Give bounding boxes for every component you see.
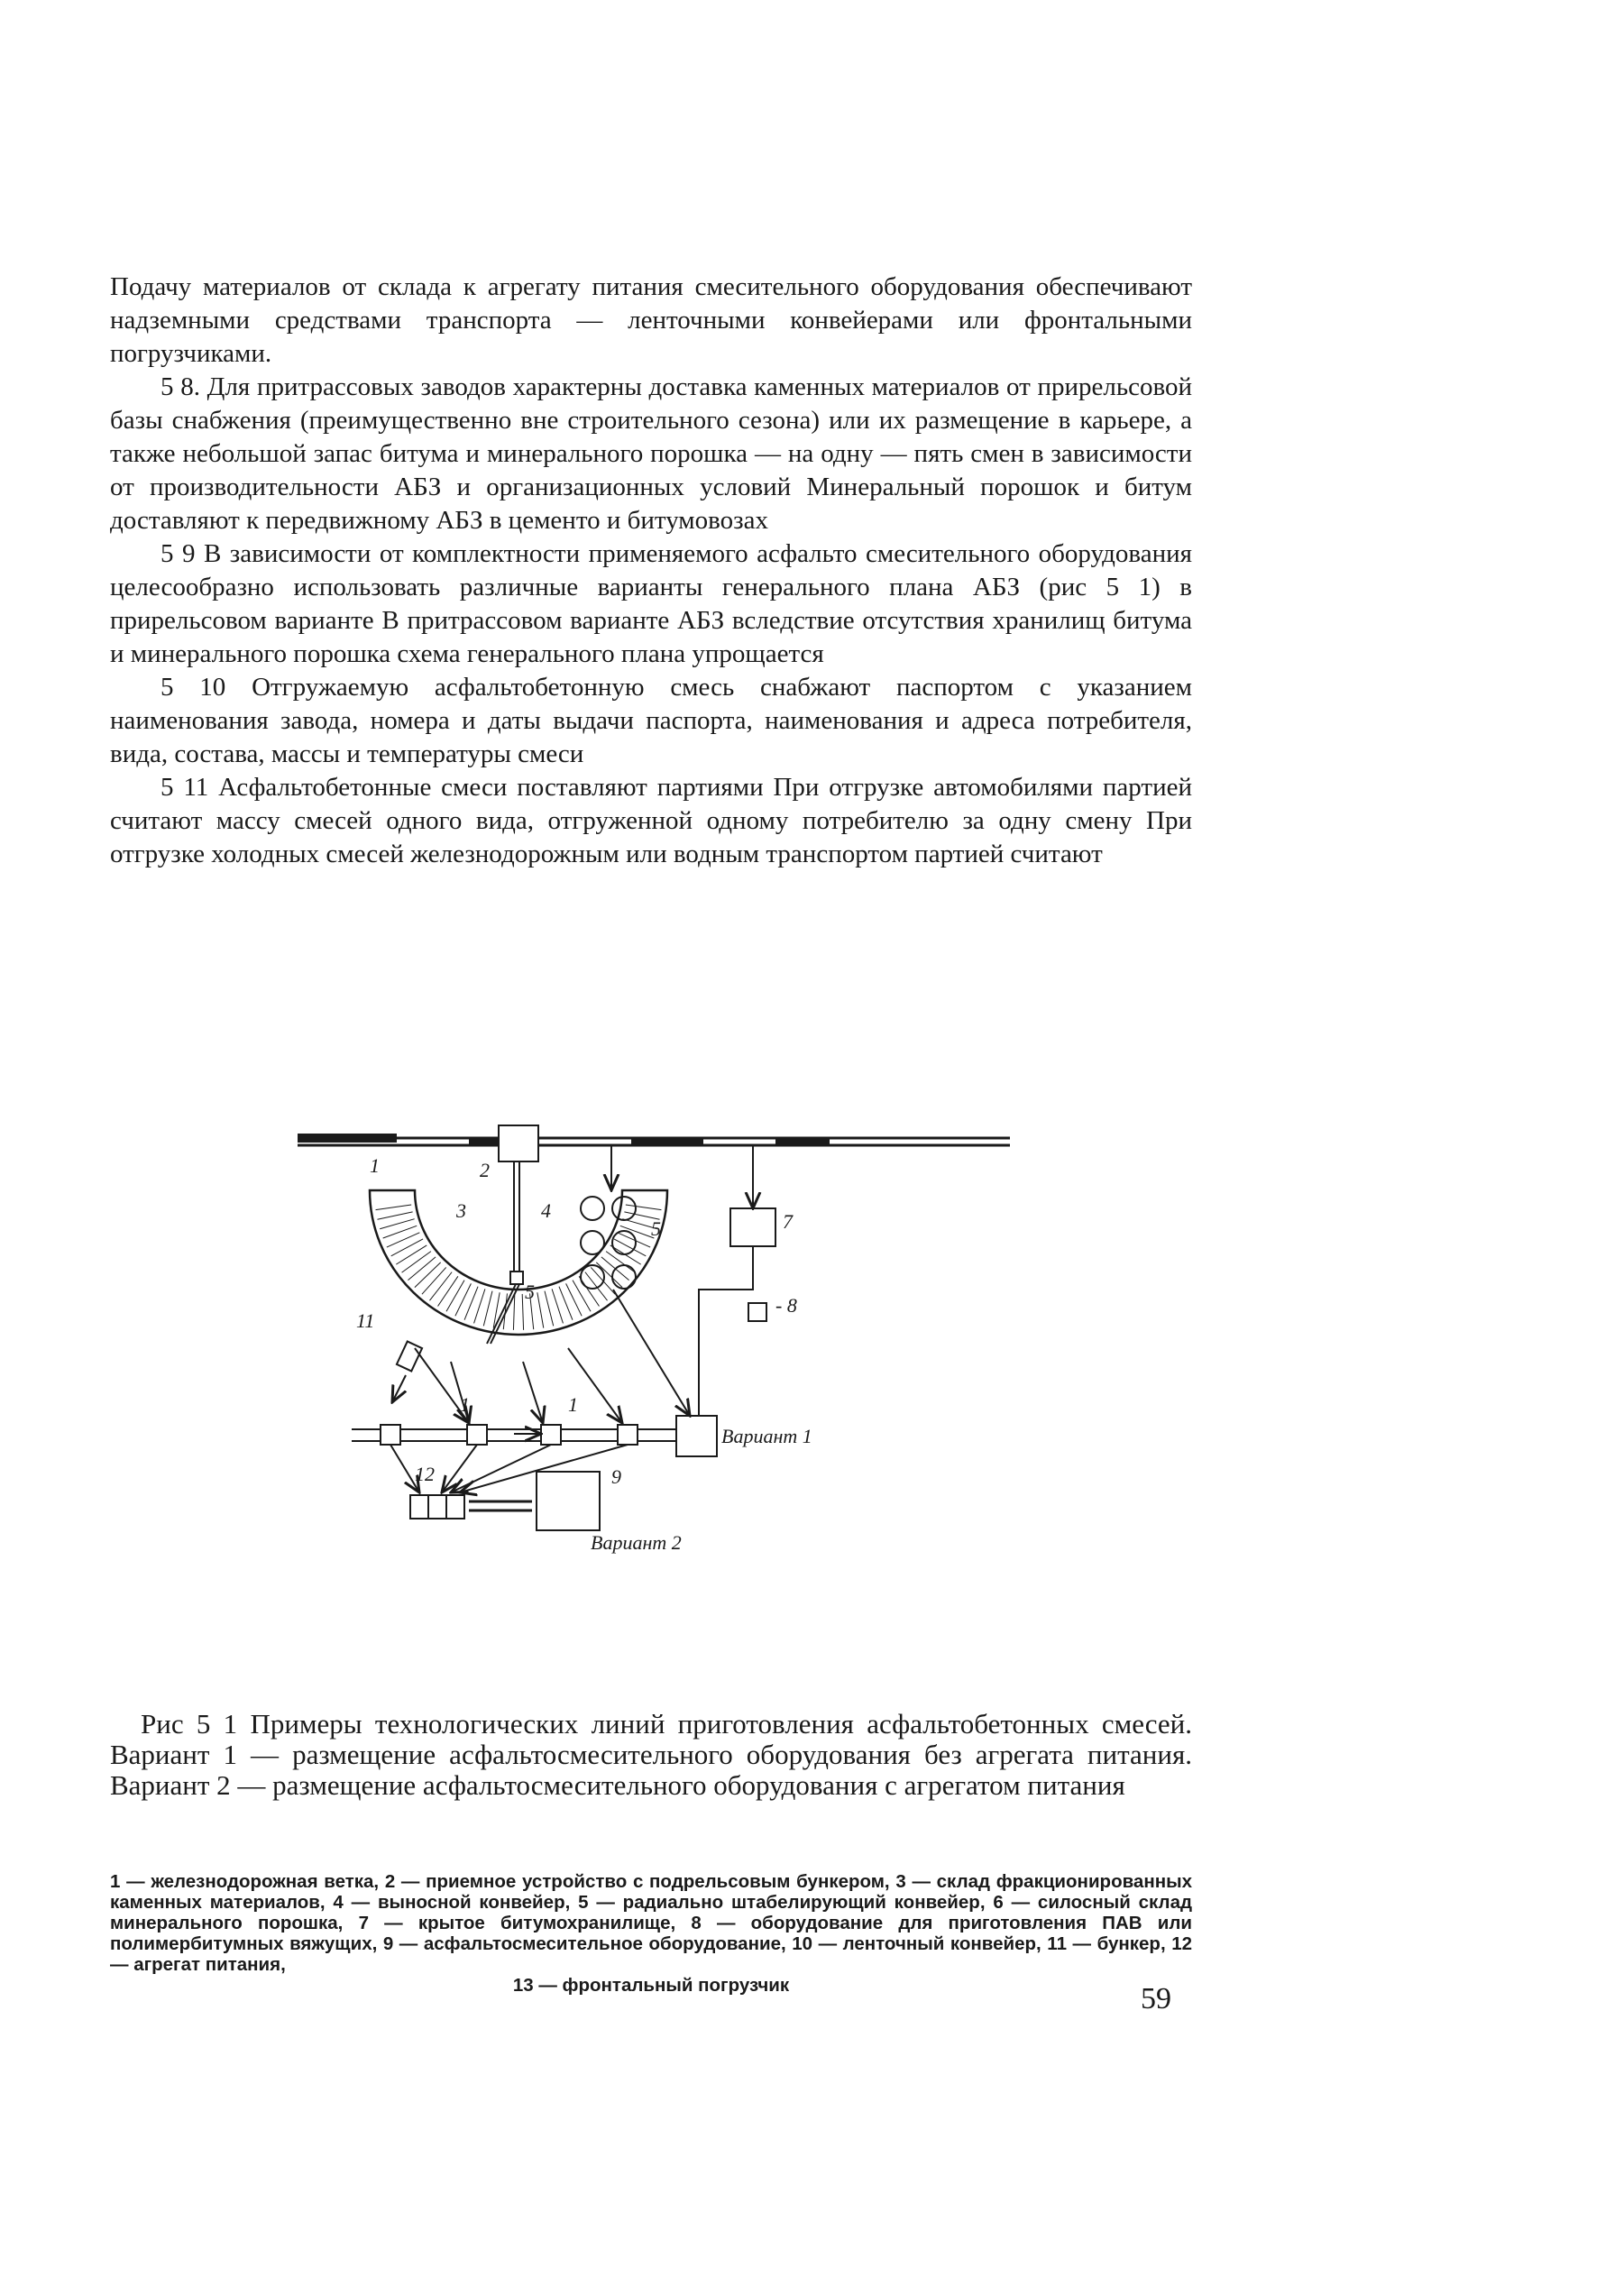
label-12: 12	[415, 1463, 435, 1485]
paragraph-5-8: 5 8. Для притрассовых заводов характерны доставка каменных материалов от прирельсовой базы снабжения (преимущественно вне строительного сезона) или их размещение в карьере, а также небольшой запас битума и минерального порошка — на одну — пять смен в зависимости от производительности АБЗ и организационных условий Минеральный порошок и битум доставляют к передвижному АБЗ в цементо и битумовозах	[110, 372, 1192, 535]
stockpile-hatch-line	[474, 1289, 485, 1323]
stockpile-hatch-line	[408, 1257, 436, 1281]
stockpile-hatch-line	[396, 1245, 427, 1264]
stockpile-hatch-line	[402, 1252, 431, 1273]
label-variant-1: Вариант 1	[721, 1425, 812, 1447]
paragraph-5-9: 5 9 В зависимости от комплектности применяемого асфальто смесительного оборудования целесообразно использовать различные варианты генерального плана АБЗ (рис 5 1) в прирельсовом варианте В притрассовом варианте АБЗ вследствие отсутствия хранилищ битума и минерального порошка схема генерального плана упрощается	[110, 539, 1192, 668]
stockpile-hatch-line	[391, 1239, 423, 1256]
legend-last: 13 — фронтальный погрузчик	[512, 1975, 790, 1996]
stockpile-hatch-line	[573, 1281, 591, 1312]
stockpile-hatch-line	[559, 1287, 573, 1320]
stockpile-hatch-line	[380, 1219, 414, 1229]
paragraph-1: Подачу материалов от склада к агрегату питания смесительного оборудования обеспечивают надземными средствами транспорта — ленточными конвейерами или фронтальными погрузчиками.	[110, 272, 1192, 368]
stockpile-hatch-line	[522, 1294, 523, 1330]
label-7: 7	[783, 1210, 793, 1233]
label-11: 11	[356, 1309, 375, 1332]
label-1: 1	[370, 1154, 380, 1177]
figure-caption: Рис 5 1 Примеры технологических линий приготовления асфальтобетонных смесей. Вариант 1 — размещение асфальтосмесительного оборудования без агрегата питания. Вариант 2 — размещение асфальтосмесительного оборудования с агрегатом питания	[110, 1708, 1192, 1801]
railway-track	[298, 1138, 1010, 1145]
stockpile-hatch-line	[455, 1283, 472, 1316]
stockpile-hatch-line	[537, 1292, 544, 1327]
page-number: 59	[1141, 1982, 1171, 2015]
mixing-plant-2	[537, 1472, 600, 1530]
stockpile-hatch-line	[438, 1276, 458, 1306]
label-4: 4	[541, 1199, 551, 1222]
receiving-device	[499, 1125, 538, 1161]
label-5b: 5	[651, 1217, 661, 1240]
stockpile-hatch-line	[429, 1272, 452, 1301]
stockpile-hatch-line	[446, 1281, 464, 1312]
bitumen-storage	[730, 1208, 775, 1246]
stockpile-hatch-line	[377, 1212, 412, 1219]
figure-legend	[110, 1871, 1192, 1996]
stockpile-hatch-line	[376, 1205, 412, 1210]
paragraph-5-10: 5 10 Отгружаемую асфальтобетонную смесь снабжают паспортом с указанием наименования завода, номера и даты выдачи паспорта, наименования и адреса потребителя, вида, состава, массы и температуры смеси	[110, 673, 1192, 768]
body-text	[110, 271, 1192, 871]
stockpile-hatch-line	[483, 1291, 492, 1327]
label-variant-2: Вариант 2	[591, 1531, 682, 1554]
stockpile-hatch-line	[464, 1287, 478, 1320]
plant-layout-figure	[271, 1118, 1046, 1695]
pav-equipment	[748, 1303, 766, 1321]
label-2: 2	[480, 1159, 490, 1181]
stockpile-hatch-line	[422, 1267, 446, 1294]
stockpile-hatch-line	[566, 1283, 583, 1316]
feeding-unit	[410, 1495, 464, 1519]
paragraph-5-11: 5 11 Асфальтобетонные смеси поставляют партиями При отгрузке автомобилями партией считают массу смесей одного вида, отгруженной одному потребителю за одну смену При отгрузке холодных смесей железнодорожным или водным транспортом партией считают	[110, 773, 1192, 868]
label-3: 3	[456, 1199, 466, 1222]
label-1b: 1	[460, 1393, 470, 1416]
stockpile-hatch-line	[552, 1289, 563, 1323]
legend-main: 1 — железнодорожная ветка, 2 — приемное устройство с подрельсовым бункером, 3 — склад фракционированных каменных материалов, 4 — выносной конвейер, 5 — радиально штабелирующий конвейер, 6 — силосный склад минерального порошка, 7 — крытое битумохранилище, 8 — оборудование для приготовления ПАВ или полимербитумных вяжущих, 9 — асфальтосмесительное оборудование, 10 — ленточный конвейер, 11 — бункер, 12 — агрегат питания,	[110, 1871, 1192, 1975]
mineral-powder-silos	[581, 1197, 636, 1289]
stockpile-hatch-line	[545, 1291, 554, 1327]
label-8: - 8	[775, 1294, 797, 1317]
label-5a: 5	[525, 1281, 535, 1303]
stockpile-hatch-line	[626, 1205, 662, 1210]
stockpile-hatch-line	[513, 1294, 514, 1330]
label-1c: 1	[568, 1393, 578, 1416]
label-9: 9	[611, 1465, 621, 1488]
mixing-plant-1	[676, 1416, 717, 1456]
stockpile-hatch-line	[415, 1262, 441, 1288]
